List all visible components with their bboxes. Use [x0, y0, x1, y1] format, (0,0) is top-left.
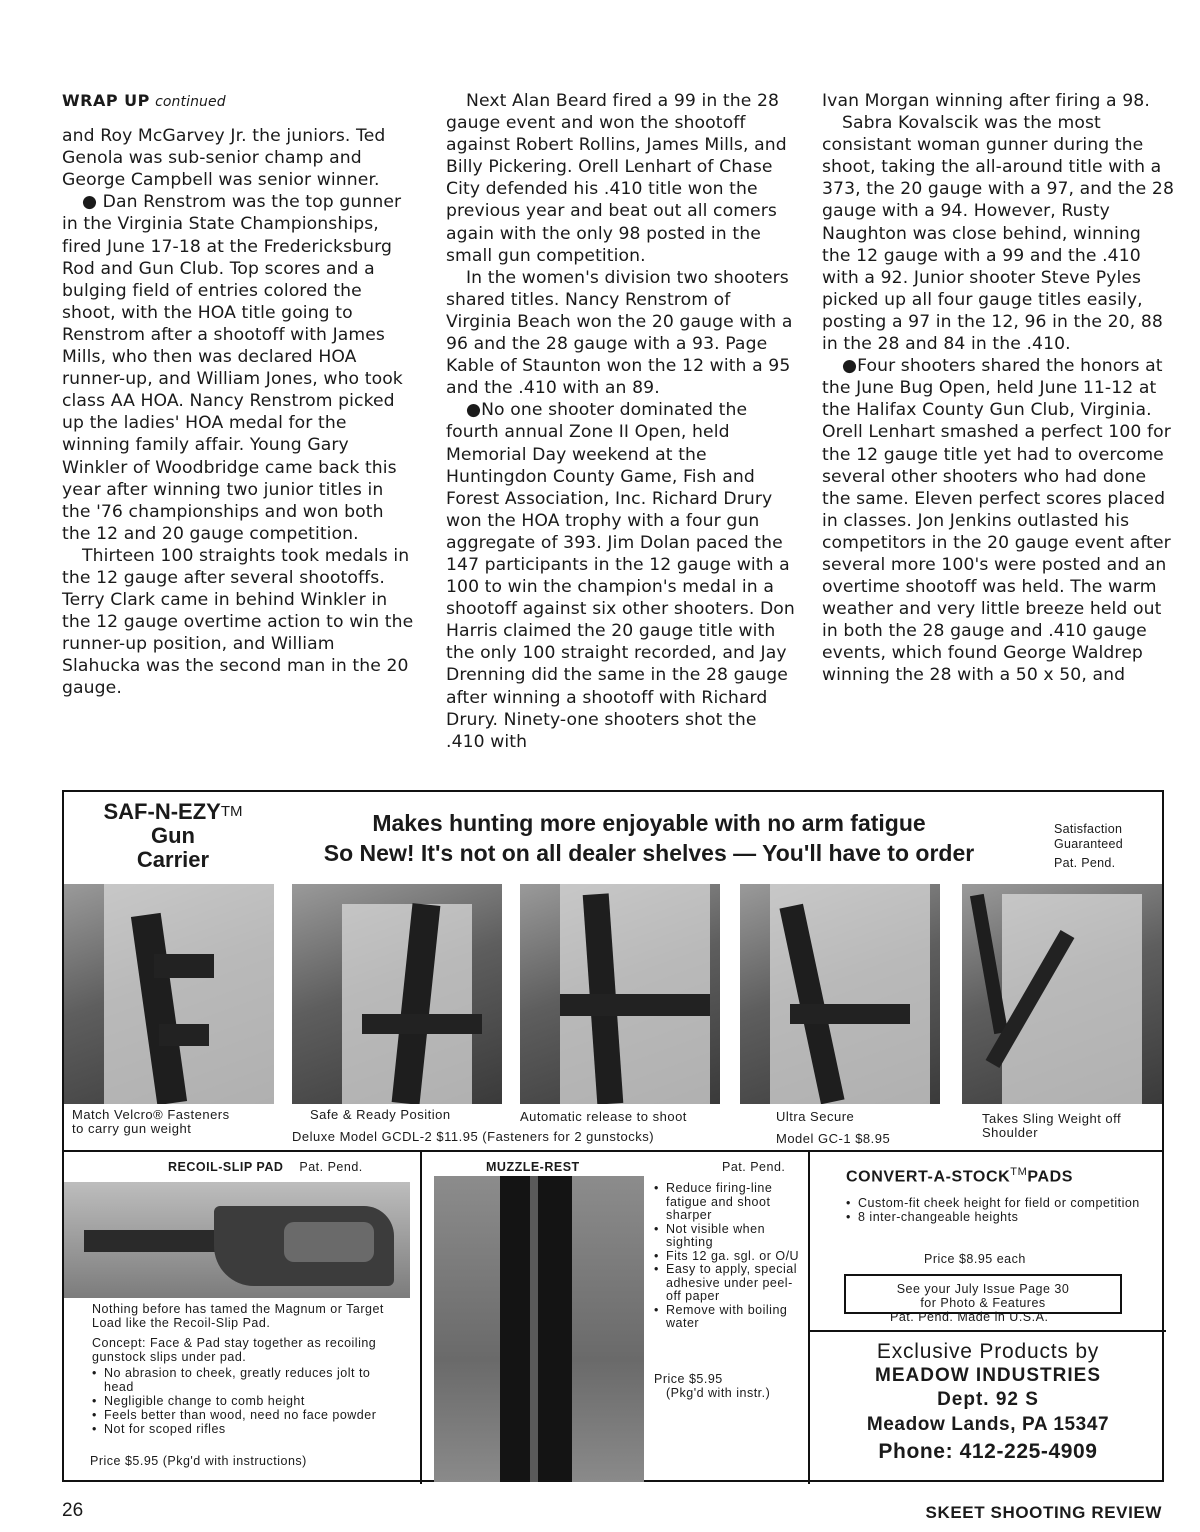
convert-title: CONVERT-A-STOCK™PADS — [846, 1166, 1074, 1186]
headline-line: So New! It's not on all dealer shelves — You'll have to order — [323, 840, 975, 866]
company-address: Meadow Lands, PA 15347 — [866, 1414, 1110, 1435]
recoil-description: Nothing before has tamed the Magnum or Target Load like the Recoil-Slip Pad. — [92, 1302, 384, 1330]
article-column-1 — [62, 90, 414, 700]
list-item: • Fits 12 ga. sgl. or O/U — [654, 1250, 804, 1264]
recoil-slip-pad-panel — [64, 1152, 420, 1482]
paragraph: ●Four shooters shared the honors at the June Bug Open, held June 11-12 at the Halifax County Gun Club, Virginia. Orell Lenhart smashed a perfect 100 for the 12 gauge title yet had to overcome several other shooters who had done the same. Eleven perfect scores placed in classes. Jon Jenkins outlasted his competitors in the 20 gauge event after several more 100's were posted and an overtime shootoff was held. The warm weather and very little breeze held out in both the 28 gauge and .410 gauge events, which found George Waldrep winning the 28 with a 50 x 50, and — [822, 356, 1171, 686]
recoil-concept: Concept: Face & Pad stay together as recoiling gunstock slips under pad. — [92, 1336, 377, 1364]
muzzle-features — [654, 1182, 804, 1331]
product-photo — [64, 884, 274, 1104]
list-item: • Not for scoped rifles — [92, 1422, 402, 1436]
photo-caption: Takes Sling Weight off Shoulder — [982, 1111, 1122, 1140]
muzzle-price: Price $5.95 (Pkg'd with instr.) — [654, 1372, 771, 1400]
product-photo — [292, 884, 502, 1104]
muzzle-rest-photo — [434, 1176, 644, 1482]
guarantee-line: Pat. Pend. — [1054, 856, 1116, 870]
paragraph: ●No one shooter dominated the fourth annual Zone II Open, held Memorial Day weekend at the Huntingdon County Game, Fish and Forest Association, Inc. Richard Drury won the HOA trophy with a four gun aggregate of 393. Jim Dolan paced the 147 participants in the 12 gauge with a 100 to win the champion's medal in a shootoff against six other shooters. Don Harris claimed the 20 gauge title with the only 100 straight recorded, and Jay Drenning did the same in the 28 gauge after winning a shootoff with Richard Drury. Ninety-one shooters shot the .410 with — [446, 400, 795, 752]
recoil-features — [92, 1366, 402, 1436]
paragraph: Next Alan Beard fired a 99 in the 28 gauge event and won the shootoff against Robert Rollins, James Mills, and Billy Pickering. Orell Lenhart of Chase City defended his .410 title won the previous year and beat out all comers again with the only 98 posted in the small gun competition. — [446, 91, 787, 266]
product-photo — [962, 884, 1162, 1104]
continued-label: continued — [155, 94, 226, 110]
article-column-3 — [822, 90, 1174, 687]
article-column-2 — [446, 90, 798, 753]
convert-price: Price $8.95 each — [924, 1252, 1026, 1266]
list-item: • Remove with boiling water — [654, 1304, 804, 1331]
paragraph: Ivan Morgan winning after firing a 98. — [822, 91, 1150, 111]
list-item: • Easy to apply, special adhesive under peel-off paper — [654, 1263, 804, 1304]
headline-line: Makes hunting more enjoyable with no arm fatigue — [372, 810, 926, 836]
list-item: • No abrasion to cheek, greatly reduces jolt to head — [92, 1366, 402, 1394]
photo-caption: Ultra Secure — [776, 1109, 855, 1124]
list-item: • 8 inter-changeable heights — [846, 1210, 1146, 1224]
ad-brand — [78, 800, 268, 872]
company-phone: Phone: 412-225-4909 — [878, 1440, 1098, 1463]
list-item: • Custom-fit cheek height for field or competition — [846, 1196, 1146, 1210]
exclusive-line: Exclusive Products by — [876, 1340, 1100, 1363]
product-photo — [740, 884, 940, 1104]
list-item: • Not visible when sighting — [654, 1223, 804, 1250]
paragraph: In the women's division two shooters shared titles. Nancy Renstrom of Virginia Beach won the 20 gauge with a 96 and the 28 gauge with a 93. Page Kable of Staunton won the 12 with a 95 and the .410 with an 89. — [446, 267, 793, 399]
paragraph: ● Dan Renstrom was the top gunner in the Virginia State Championships, fired June 17-18 at the Fredericksburg Rod and Gun Club. Top scores and a bulging field of entries colored the shoot, with the HOA title going to Renstrom after a shootoff with James Mills, who then was declared HOA runner-up, and William Jones, who took class AA HOA. Nancy Renstrom picked up the ladies' HOA medal for the winning family affair. Young Gary Winkler of Woodbridge came back this year after winning two junior titles in the '76 championships and won both the 12 and 20 gauge competition. — [62, 192, 403, 544]
list-item: • Feels better than wood, need no face powder — [92, 1408, 402, 1422]
brand-name: SAF-N-EZY — [103, 799, 221, 824]
brand-line: Gun — [151, 823, 195, 848]
company-dept: Dept. 92 S — [937, 1389, 1039, 1410]
list-item: • Reduce firing-line fatigue and shoot sharper — [654, 1182, 804, 1223]
paragraph: Thirteen 100 straights took medals in the 12 gauge after several shootoffs. Terry Clark came in behind Winkler in the 12 gauge overtime action to win the runner-up position, and William Slahucka was the second man in the 20 gauge. — [62, 545, 414, 699]
trademark: TM — [220, 803, 243, 820]
guarantee-note — [1054, 822, 1164, 871]
deluxe-model-price: Deluxe Model GCDL-2 $11.95 (Fasteners for 2 gunstocks) — [292, 1129, 655, 1144]
company-name: MEADOW INDUSTRIES — [875, 1365, 1101, 1386]
magazine-name: SKEET SHOOTING REVIEW — [925, 1503, 1162, 1522]
product-photo — [520, 884, 720, 1104]
divider — [808, 1330, 1166, 1332]
convert-a-stock-panel — [810, 1152, 1166, 1330]
advertisement — [62, 790, 1164, 1482]
recoil-title: RECOIL-SLIP PAD Pat. Pend. — [168, 1160, 363, 1174]
photo-caption: Safe & Ready Position — [310, 1107, 451, 1122]
recoil-pad-photo — [64, 1182, 410, 1298]
section-label: WRAP UP — [62, 91, 150, 110]
convert-features — [846, 1196, 1146, 1224]
company-block — [810, 1340, 1166, 1466]
brand-line: Carrier — [136, 847, 210, 872]
guarantee-line: Satisfaction — [1054, 822, 1123, 836]
see-july-issue-box: See your July Issue Page 30 for Photo & Features — [844, 1274, 1122, 1314]
list-item: • Negligible change to comb height — [92, 1394, 402, 1408]
recoil-price: Price $5.95 (Pkg'd with instructions) — [90, 1454, 307, 1468]
muzzle-pat: Pat. Pend. — [722, 1160, 786, 1174]
guarantee-line: Guaranteed — [1054, 837, 1124, 851]
paragraph: and Roy McGarvey Jr. the juniors. Ted Genola was sub-senior champ and George Campbell was senior winner. — [62, 126, 386, 191]
ad-headline — [279, 808, 1019, 868]
section-header — [62, 90, 414, 113]
muzzle-rest-panel — [422, 1152, 808, 1482]
photo-caption: Automatic release to shoot — [520, 1109, 687, 1124]
paragraph: Sabra Kovalscik was the most consistant woman gunner during the shoot, taking the all-around title with a 373, the 20 gauge with a 97, and the 28 gauge with a 94. However, Rusty Naughton was close behind, winning the 12 gauge with a 99 and the .410 with a 92. Junior shooter Steve Pyles picked up all four gauge titles easily, posting a 97 in the 12, 96 in the 20, 88 in the 28 and 84 in the .410. — [822, 113, 1174, 355]
model-price: Model GC-1 $8.95 — [776, 1131, 891, 1146]
made-in-usa: Pat. Pend. Made in U.S.A. — [890, 1310, 1049, 1324]
muzzle-title: MUZZLE-REST — [486, 1160, 580, 1174]
photo-caption: Match Velcro® Fasteners to carry gun weight — [72, 1107, 230, 1136]
page-number: 26 — [62, 1500, 84, 1521]
